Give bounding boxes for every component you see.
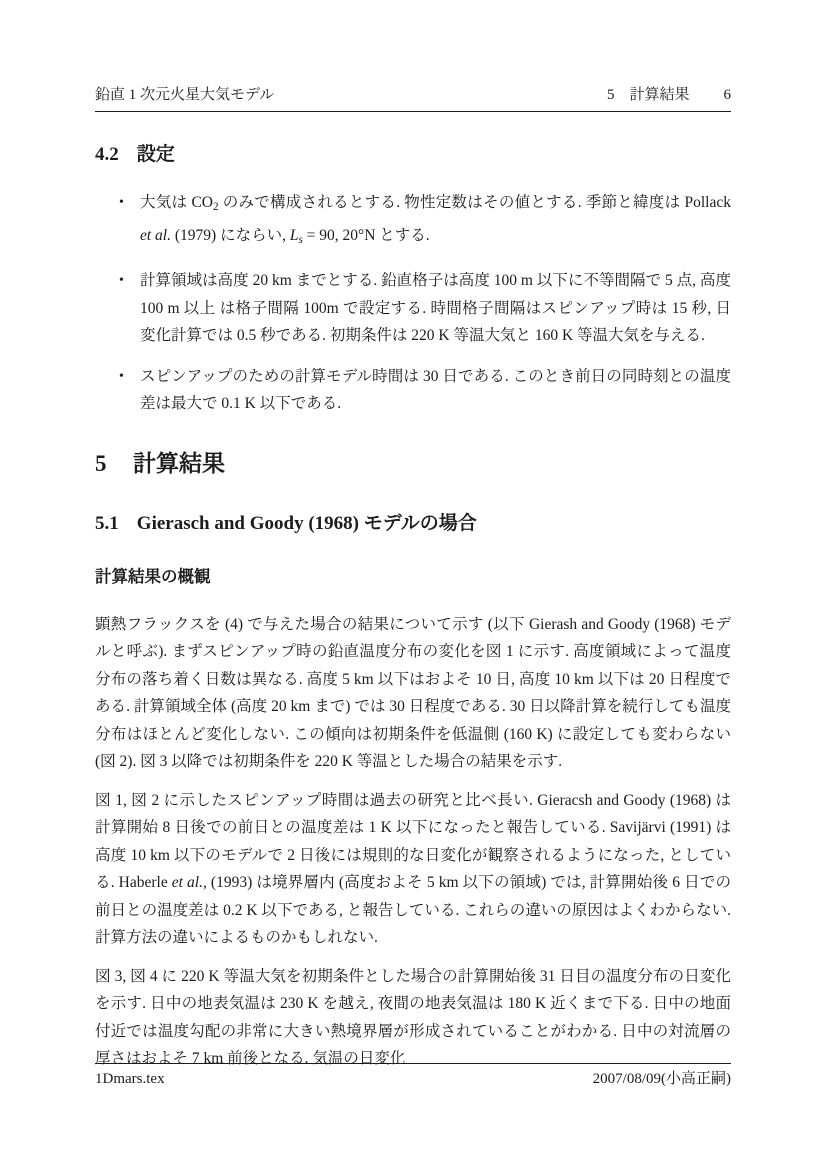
footer-date-author: 2007/08/09(小高正嗣) xyxy=(592,1071,731,1087)
section-5-title: 計算結果 xyxy=(132,450,225,476)
paragraph-comparison-previous-studies: 図 1, 図 2 に示したスピンアップ時間は過去の研究と比べ長い. Gieracsh and Goody (1968) は計算開始 8 日後での前日との温度差は 1 K 以下になったと報告している. Savijärvi (1991) は高度 10 km 以下のモデルで 2 日後には規則的な日変化が観察されるようになった, としている. Haberle et al., (1993) は境界層内 (高度およそ 5 km 以下の領域) では, 計算開始後 6 日での前日との温度差は 0.2 K 以下である, と報告している. これらの違いの原因はよくわからない. 計算方法の違いによるものかもしれない. xyxy=(95,791,731,947)
list-item-text: 大気は $CO_2$ のみで構成されるとする. 物性定数はその値とする. 季節と緯度は Pollack et al. (1979) にならい, $L_s = 90$, 20°N とする. xyxy=(140,194,731,246)
header-right-group xyxy=(607,86,731,105)
settings-bullet-list xyxy=(95,189,731,418)
bullet-icon: • xyxy=(119,195,124,210)
list-item-spinup xyxy=(95,363,731,418)
paragraph-diurnal-variation: 図 3, 図 4 に 220 K 等温大気を初期条件とした場合の計算開始後 31 日目の温度分布の日変化を示す. 日中の地表気温は 230 K を越え, 夜間の地表気温は 180 K 近くまで下る. 日中の地面付近では温度勾配の非常に大きい熱境界層が形成されていることがわかる. 日中の対流層の厚さはおよそ 7 km 前後となる. 気温の日変化 xyxy=(95,967,731,1068)
list-item-text: 計算領域は高度 20 km までとする. 鉛直格子は高度 100 m 以下に不等間隔で 5 点, 高度 100 m 以上 は格子間隔 100m で設定する. 時間格子間隔はスピンアップ時は 15 秒, 日変化計算では 0.5 秒である. 初期条件は 220 K 等温大気と 160 K 等温大気を与える. xyxy=(140,272,731,345)
subsection-5-1-number: 5.1 xyxy=(95,512,119,534)
running-header xyxy=(95,86,731,112)
subsection-5-1-heading xyxy=(95,511,731,537)
page-body xyxy=(95,112,731,1073)
footer-filename: 1Dmars.tex xyxy=(95,1071,165,1087)
list-item-grid xyxy=(95,267,731,350)
header-document-title: 鉛直 1 次元火星大気モデル xyxy=(95,87,275,103)
subsection-4-2-title: 設定 xyxy=(136,144,175,165)
header-page-number: 6 xyxy=(723,87,731,103)
bullet-icon: • xyxy=(119,273,124,289)
bullet-icon: • xyxy=(119,368,124,384)
subsection-4-2-number: 4.2 xyxy=(95,144,119,165)
header-section-label: 5 計算結果 xyxy=(606,87,690,103)
list-item-text: スピンアップのための計算モデル時間は 30 日である. このとき前日の同時刻との温度差は最大で 0.1 K 以下である. xyxy=(140,367,731,413)
subsection-4-2-heading xyxy=(95,142,731,168)
page-footer xyxy=(95,1063,731,1089)
list-item-atmosphere xyxy=(95,189,731,254)
overview-heading: 計算結果の概観 xyxy=(95,566,211,586)
section-5-number: 5 xyxy=(95,450,107,476)
section-5-heading xyxy=(95,449,731,479)
paragraph-spinup-overview: 顕熱フラックスを (4) で与えた場合の結果について示す (以下 Gierash and Goody (1968) モデルと呼ぶ). まずスピンアップ時の鉛直温度分布の変化を図 1 に示す. 高度領域によって温度分布の落ち着く日数は異なる. 高度 5 km 以下はおよそ 10 日, 高度 10 km 以下は 20 日程度である. 計算領域全体 (高度 20 km まで) では 30 日程度である. 30 日以降計算を続行しても温度分布はほとんど変化しない. この傾向は初期条件を低温側 (160 K) に設定しても変わらない (図 2). 図 3 以降では初期条件を 220 K 等温とした場合の結果を示す. xyxy=(95,615,731,771)
subsection-5-1-title: Gierasch and Goody (1968) モデルの場合 xyxy=(136,512,477,534)
